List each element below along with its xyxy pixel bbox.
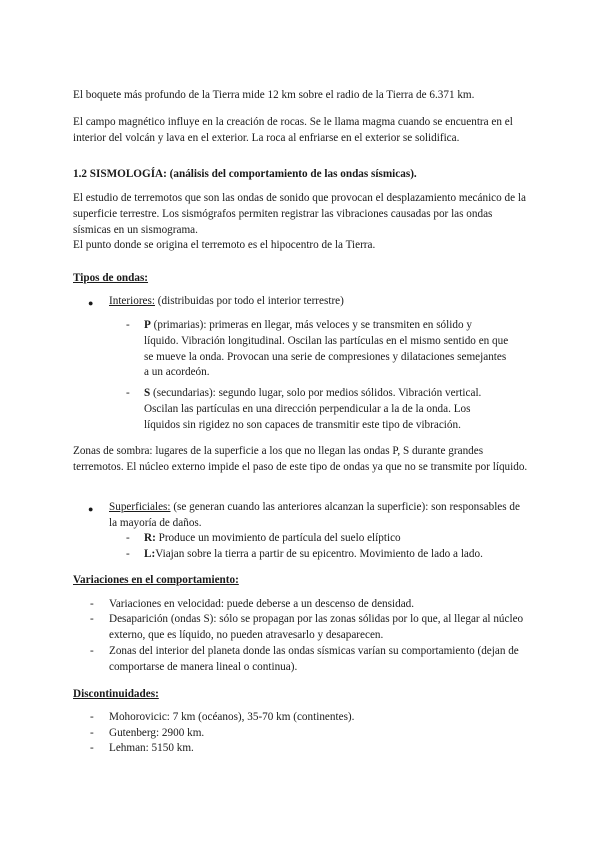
ondas-p-label: P [144, 319, 151, 331]
dash-icon: - [90, 613, 94, 625]
interiores-label: Interiores: [109, 295, 155, 307]
paragraph-hipocentro: El punto donde se origina el terremoto es el hipocentro de la Tierra. [73, 239, 376, 251]
dash-icon: - [90, 598, 94, 610]
list-item-ondas-p [144, 318, 509, 381]
bullet-icon: ● [88, 504, 94, 514]
superficiales-label: Superficiales: [109, 501, 171, 513]
superficiales-desc: (se generan cuando las anteriores alcanzan la superficie): son responsables de la mayoría de daños. [109, 501, 520, 529]
dash-icon: - [90, 645, 94, 657]
list-item-discontinuidad: Mohorovicic: 7 km (océanos), 35-70 km (continentes). [109, 711, 355, 723]
bullet-icon: ● [88, 298, 94, 308]
ondas-s-text: (secundarias): segundo lugar, solo por medios sólidos. Vibración vertical. Oscilan las partículas en una dirección perpendicular a la de la onda. Los líquidos sin rigidez no son capaces de transmitir este tipo de vibración. [144, 387, 482, 431]
ondas-l-label: L: [144, 548, 156, 560]
paragraph-zonas-de-sombra: Zonas de sombra: lugares de la superficie a los que no llegan las ondas P, S durante grandes terremotos. El núcleo externo impide el paso de este tipo de ondas ya que no se transmite por líquido. [73, 445, 528, 473]
heading-discontinuidades: Discontinuidades: [73, 688, 159, 700]
dash-icon: - [126, 319, 130, 331]
list-item-ondas-l [144, 547, 529, 563]
list-item-discontinuidad: Lehman: 5150 km. [109, 742, 194, 754]
interiores-desc: (distribuidas por todo el interior terrestre) [154, 295, 344, 307]
list-item-variacion: Zonas del interior del planeta donde las ondas sísmicas varían su comportamiento (dejan de comportarse de manera lineal o continua). [109, 645, 519, 673]
heading-variaciones: Variaciones en el comportamiento: [73, 574, 239, 586]
paragraph-campo-magnetico: El campo magnético influye en la creación de rocas. Se le llama magma cuando se encuentra en el interior del volcán y lava en el exterior. La roca al enfriarse en el exterior se solidifica. [73, 116, 513, 144]
ondas-r-label: R: [144, 532, 156, 544]
list-item-interiores [109, 294, 529, 310]
list-item-variacion: Variaciones en velocidad: puede deberse a un descenso de densidad. [109, 598, 415, 610]
dash-icon: - [90, 727, 94, 739]
ondas-s-label: S [144, 387, 151, 399]
paragraph-boquete: El boquete más profundo de la Tierra mide 12 km sobre el radio de la Tierra de 6.371 km. [73, 89, 475, 101]
list-item-superficiales [109, 500, 529, 532]
section-title-sismologia: 1.2 SISMOLOGÍA: (análisis del comportamiento de las ondas sísmicas). [73, 168, 417, 180]
ondas-l-text: Viajan sobre la tierra a partir de su epicentro. Movimiento de lado a lado. [155, 548, 483, 560]
list-item-variacion: Desaparición (ondas S): sólo se propagan por las zonas sólidas por lo que, al llegar al núcleo externo, que es líquido, no pueden atravesarlo y desaparecen. [109, 613, 524, 641]
list-item-ondas-r [144, 531, 524, 547]
dash-icon: - [126, 387, 130, 399]
dash-icon: - [90, 742, 94, 754]
list-item-discontinuidad: Gutenberg: 2900 km. [109, 727, 205, 739]
list-item-ondas-s [144, 386, 509, 433]
ondas-r-text: Produce un movimiento de partícula del suelo elíptico [155, 532, 401, 544]
dash-icon: - [90, 711, 94, 723]
dash-icon: - [126, 532, 130, 544]
paragraph-sismologia-intro: El estudio de terremotos que son las ondas de sonido que provocan el desplazamiento mecánico de la superficie terrestre. Los sismógrafos permiten registrar las vibraciones causadas por las ondas sísmicas en un sismograma. [73, 192, 526, 236]
heading-tipos-de-ondas: Tipos de ondas: [73, 272, 149, 284]
ondas-p-text: (primarias): primeras en llegar, más veloces y se transmiten en sólido y líquido. Vibración longitudinal. Oscilan las partículas en el mismo sentido en que se mueve la onda. Provocan una serie de compresiones y dilataciones semejantes a un acordeón. [144, 319, 509, 379]
dash-icon: - [126, 548, 130, 560]
